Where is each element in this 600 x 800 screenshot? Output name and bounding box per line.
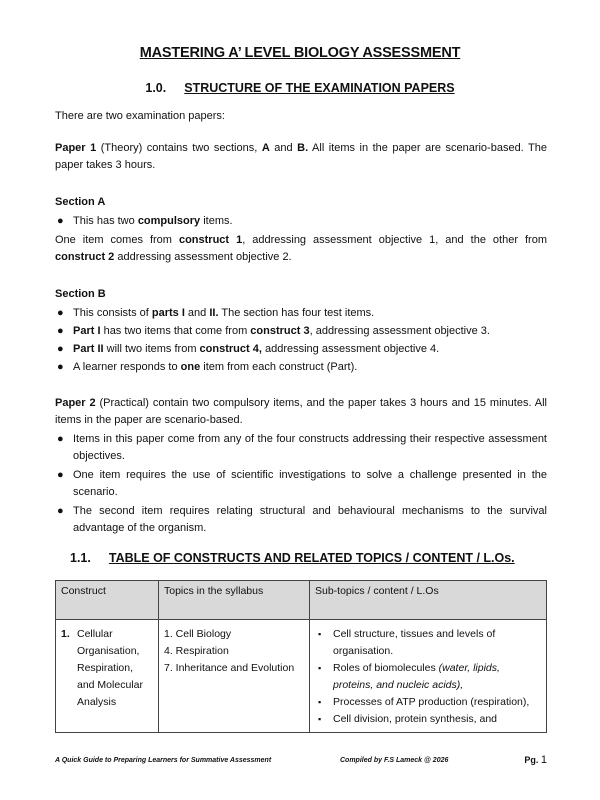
section-title: TABLE OF CONSTRUCTS AND RELATED TOPICS / CONTENT / L.Os. <box>108 551 515 565</box>
section-a-paragraph <box>55 232 547 266</box>
paper2-text: (Practical) contain two compulsory items, and the paper takes 3 hours and 15 minutes. All items in the paper are scenario-based. <box>55 397 547 426</box>
bullet-bold: compulsory <box>137 215 201 227</box>
bullet-icon: ● <box>57 469 64 481</box>
paper1-paragraph <box>55 140 547 174</box>
subtopic-item <box>315 626 541 660</box>
section-title: STRUCTURE OF THE EXAMINATION PAPERS <box>184 81 455 95</box>
paper1-section-b: B. <box>297 142 309 154</box>
paper1-and: and <box>269 142 298 154</box>
construct-line: Cellular <box>77 628 113 640</box>
paper1-section-a: A <box>261 142 270 154</box>
construct-line: and Molecular <box>77 679 143 691</box>
paper1-text: (Theory) contains two sections, <box>96 142 262 154</box>
paper2-label: Paper 2 <box>55 397 96 409</box>
page-label: Pg. <box>524 755 539 765</box>
topic-item: 4. Respiration <box>164 645 229 657</box>
subtopics-cell <box>310 620 547 733</box>
text: addressing assessment objective 4. <box>261 343 440 355</box>
bold-text: one <box>180 361 201 373</box>
bullet-icon: ● <box>57 325 64 337</box>
bold-text: construct 3 <box>250 325 310 337</box>
bullet-text: The second item requires relating structural and behavioural mechanisms to the survival advantage of the organism. <box>73 505 547 534</box>
text: and <box>184 307 210 319</box>
bold-text: II. <box>209 307 219 319</box>
bold-text: construct 4, <box>199 343 262 355</box>
text: , addressing assessment objective 3. <box>309 325 490 337</box>
table-row <box>56 620 547 733</box>
topics-cell <box>159 620 310 733</box>
page-number <box>524 754 547 766</box>
construct-1: construct 1 <box>178 234 243 246</box>
bold-text: Part I <box>73 325 101 337</box>
section-b-bullet-3 <box>55 341 547 358</box>
subtopic-item <box>315 660 541 694</box>
text: The section has four test items. <box>218 307 375 319</box>
footer-compiler: Compiled by F.S Lameck @ 2026 <box>340 757 449 764</box>
text: addressing assessment objective 2. <box>114 251 292 263</box>
section-number: 1.0. <box>145 81 167 95</box>
text: Roles of biomolecules <box>333 662 439 674</box>
italic-text: (water, lipids, proteins, and nucleic acids), <box>333 662 500 691</box>
paper2-bullet-2 <box>55 467 547 501</box>
footer-guide-title: A Quick Guide to Preparing Learners for Summative Assessment <box>55 757 272 764</box>
intro-paragraph: There are two examination papers: <box>55 110 225 122</box>
bullet-icon: ● <box>57 343 64 355</box>
topic-item: 1. Cell Biology <box>164 628 232 640</box>
bullet-icon: ● <box>57 361 64 373</box>
column-header-subtopics: Sub-topics / content / L.Os <box>310 581 547 620</box>
table-header-row <box>56 581 547 620</box>
subtopic-item <box>315 711 541 728</box>
topic-item: 7. Inheritance and Evolution <box>164 662 295 674</box>
text: , addressing assessment objective 1, and the other from <box>242 234 547 246</box>
text: will two items from <box>103 343 200 355</box>
constructs-table <box>55 580 547 733</box>
text: One item comes from <box>55 234 179 246</box>
bullet-text: This has two <box>73 215 138 227</box>
text: item from each construct (Part). <box>200 361 358 373</box>
section-heading-1-1 <box>70 551 515 565</box>
bullet-icon: ● <box>57 505 64 517</box>
section-b-bullet-2 <box>55 323 547 340</box>
document-title: MASTERING A’ LEVEL BIOLOGY ASSESSMENT <box>139 45 461 61</box>
bullet-text: One item requires the use of scientific investigations to solve a challenge presented in the scenario. <box>73 469 547 498</box>
paper1-label: Paper 1 <box>55 142 97 154</box>
column-header-construct: Construct <box>56 581 159 620</box>
bullet-icon: ● <box>57 307 64 319</box>
construct-cell <box>56 620 159 733</box>
text: has two items that come from <box>100 325 251 337</box>
paper2-bullet-1 <box>55 431 547 465</box>
section-a-heading: Section A <box>55 196 106 208</box>
construct-line: Respiration, <box>77 662 134 674</box>
bullet-icon: ● <box>57 433 64 445</box>
text: A learner responds to <box>73 361 181 373</box>
section-heading-1-0 <box>0 81 600 95</box>
bullet-icon: ● <box>57 215 64 227</box>
paper2-bullet-3 <box>55 503 547 537</box>
bold-text: Part II <box>73 343 104 355</box>
section-b-bullet-4 <box>55 359 547 376</box>
text: Processes of ATP production (respiration), <box>333 696 530 708</box>
column-header-topics: Topics in the syllabus <box>159 581 310 620</box>
section-b-bullet-1 <box>55 305 547 322</box>
bold-text: parts I <box>151 307 185 319</box>
section-a-bullet <box>55 213 547 230</box>
text: Cell structure, tissues and levels of organisation. <box>333 628 496 657</box>
subtopic-item <box>315 694 541 711</box>
page-num: 1 <box>540 754 547 766</box>
construct-2: construct 2 <box>55 251 115 263</box>
paper2-paragraph <box>55 395 547 429</box>
text: This consists of <box>73 307 152 319</box>
paper1-text-end: All items in the paper are scenario-based. The paper takes 3 hours. <box>55 142 548 171</box>
construct-line: Analysis <box>77 696 117 708</box>
construct-number: 1. <box>61 628 70 640</box>
section-number: 1.1. <box>70 551 91 565</box>
construct-line: Organisation, <box>77 645 140 657</box>
bullet-text: Items in this paper come from any of the four constructs addressing their respective assessment objectives. <box>73 433 547 462</box>
text: Cell division, protein synthesis, and <box>333 713 498 725</box>
section-b-heading: Section B <box>55 288 106 300</box>
construct-name <box>77 626 149 711</box>
bullet-text-end: items. <box>200 215 233 227</box>
